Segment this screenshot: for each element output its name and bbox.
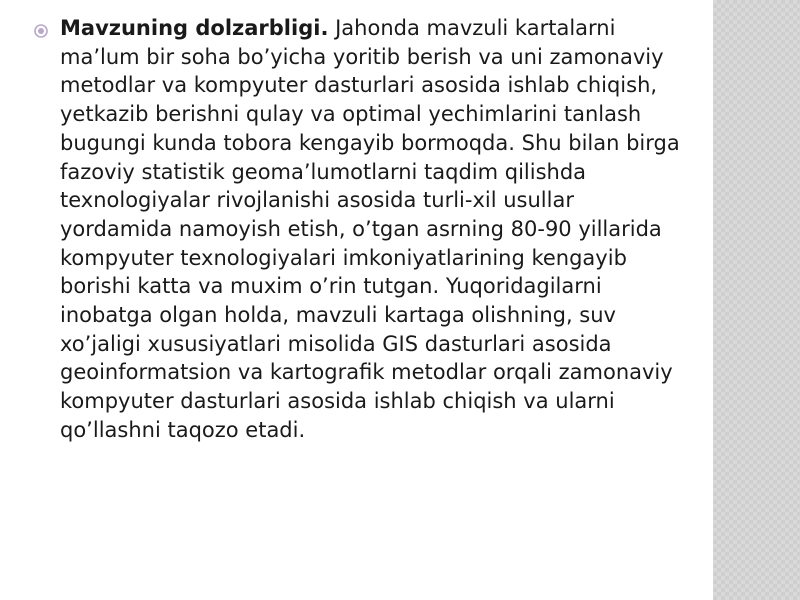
- slide-content: [34, 14, 684, 445]
- paragraph-lead-title: Mavzuning dolzarbligi.: [60, 16, 329, 40]
- paragraph-body-text: Jahonda mavzuli kartalarni ma’lum bir soha bo’yicha yoritib berish va uni zamonaviy metodlar va kompyuter dasturlari asosida ishlab chiqish, yetkazib berishni qulay va optimal yechimlarini tanlash bugungi kunda tobora kengayib bormoqda. Shu bilan birga fazoviy statistik geoma’lumotlarni taqdim qilishda texnologiyalar rivojlanishi asosida turli-xil usullar yordamida namoyish etish, o’tgan asrning 80-90 yillarida kompyuter texnologiyalari imkoniyatlarining kengayib borishi katta va muxim o’rin tutgan. Yuqoridagilarni inobatga olgan holda, mavzuli kartaga olishning, suv xo’jaligi xususiyatlari misolida GIS dasturlari asosida geoinformatsion va kartografik metodlar orqali zamonaviy kompyuter dasturlari asosida ishlab chiqish va ularni qo’llashni taqozo etadi.: [60, 16, 680, 442]
- decorative-side-band: [713, 0, 800, 600]
- circle-bullet-icon: [34, 24, 48, 38]
- bullet-item: [34, 14, 684, 445]
- body-paragraph: [60, 14, 684, 445]
